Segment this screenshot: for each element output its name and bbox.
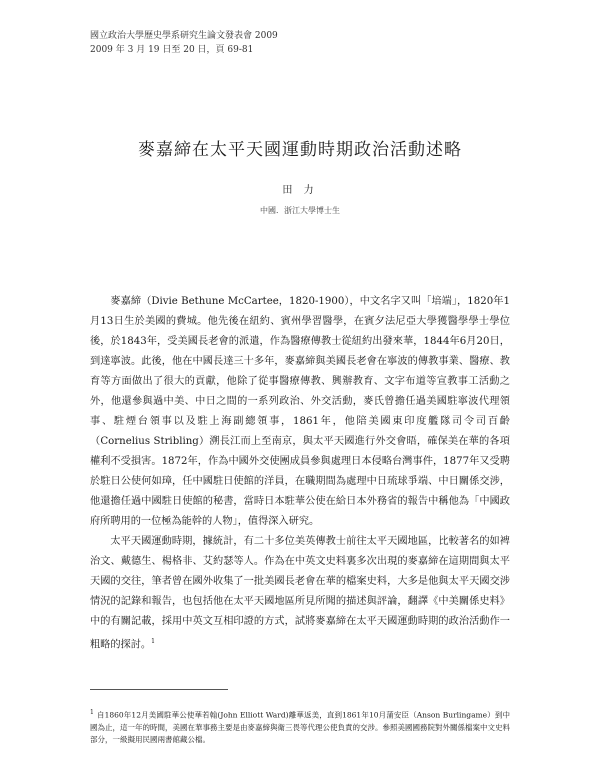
footnote-divider <box>90 689 228 690</box>
author-affiliation: 中國．浙江大學博士生 <box>260 206 340 215</box>
paragraph-2-text: 太平天國運動時期，據統計，有二十多位美英傳教士前往太平天國地區，比較著名的如裨治文、戴德生、楊格非、艾約瑟等人。作為在中英文史料裏多次出現的麥嘉締在這期間與太平天國的交往，筆者曾在國外收集了一批美國長老會在華的檔案史料，大多是他與太平天國交涉情況的記錄和報告，也包括他在太平天國地區所見所聞的描述與評論，翻譯《中美關係史料》中的有關記載，採用中英文互相印證的方式，試將麥嘉締在太平天國運動時期的政治活動作一粗略的探討。 <box>90 536 510 651</box>
footnote-text: 自1860年12月美國駐華公使華若翰(John Elliott Ward)離華返美，直到1861年10月蒲安臣（Anson Burlingame）到中國為止，這一年的時間，美國在華事務主要是由麥嘉締與衛三畏等代理公使負責的交涉。參照美國國務院對外關係檔案中文史料部分，一級擬用民國兩書館藏公檔。 <box>90 710 510 744</box>
footnote-number: 1 <box>90 709 94 716</box>
paragraph-2 <box>90 532 510 655</box>
journal-header <box>90 29 278 57</box>
footnote-1 <box>90 707 510 746</box>
paragraph-1-text: 麥嘉締（Divie Bethune McCartee，1820-1900），中文名字又叫「培端」，1820年1月13日生於美國的費城。他先後在紐約、賓州學習醫學，在賓夕法尼亞大學獲醫學學士學位後，於1843年，受美國長老會的派遣，作為醫療傳教士從紐約出發來華，1844年6月20日，到達寧波。此後，他在中國長達三十多年，麥嘉締與美國長老會在寧波的傳教事業、醫療、教育等方面做出了很大的貢獻，他除了從事醫療傳教、興辦教育、文字布道等宣教事工活動之外，他還參與過中美、中日之間的一系列政治、外交活動，麥氏曾擔任過美國駐寧波代理領事、駐煙台領事以及駐上海副總領事，1861年，他陪美國東印度艦隊司令司百齡（Cornelius Stribling）溯長江而上至南京，與太平天國進行外交會晤，確保美在華的各項權利不受損害。1872年，作為中國外交使團成員參與處理日本侵略台灣事件，1877年又受聘於駐日公使何如璋，任中國駐日使館的洋員，在職期間為處理中日琉球爭端、中日關係交涉，他還擔任過中國駐日使館的秘書，當時日本駐華公使在給日本外務省的報告中稱他為「中國政府所聘用的一位極為能幹的人物」，值得深入研究。 <box>90 296 510 527</box>
body-text <box>90 292 510 655</box>
author-name: 田 力 <box>282 185 318 196</box>
paragraph-1 <box>90 292 510 532</box>
journal-header-line1: 國立政治大學歷史學系研究生論文發表會 2009 <box>90 31 278 41</box>
journal-header-line2: 2009 年 3 月 19 日至 20 日，頁 69-81 <box>90 45 254 55</box>
footnote-ref-1[interactable]: 1 <box>151 638 155 645</box>
paper-title: 麥嘉締在太平天國運動時期政治活動述略 <box>138 140 462 160</box>
